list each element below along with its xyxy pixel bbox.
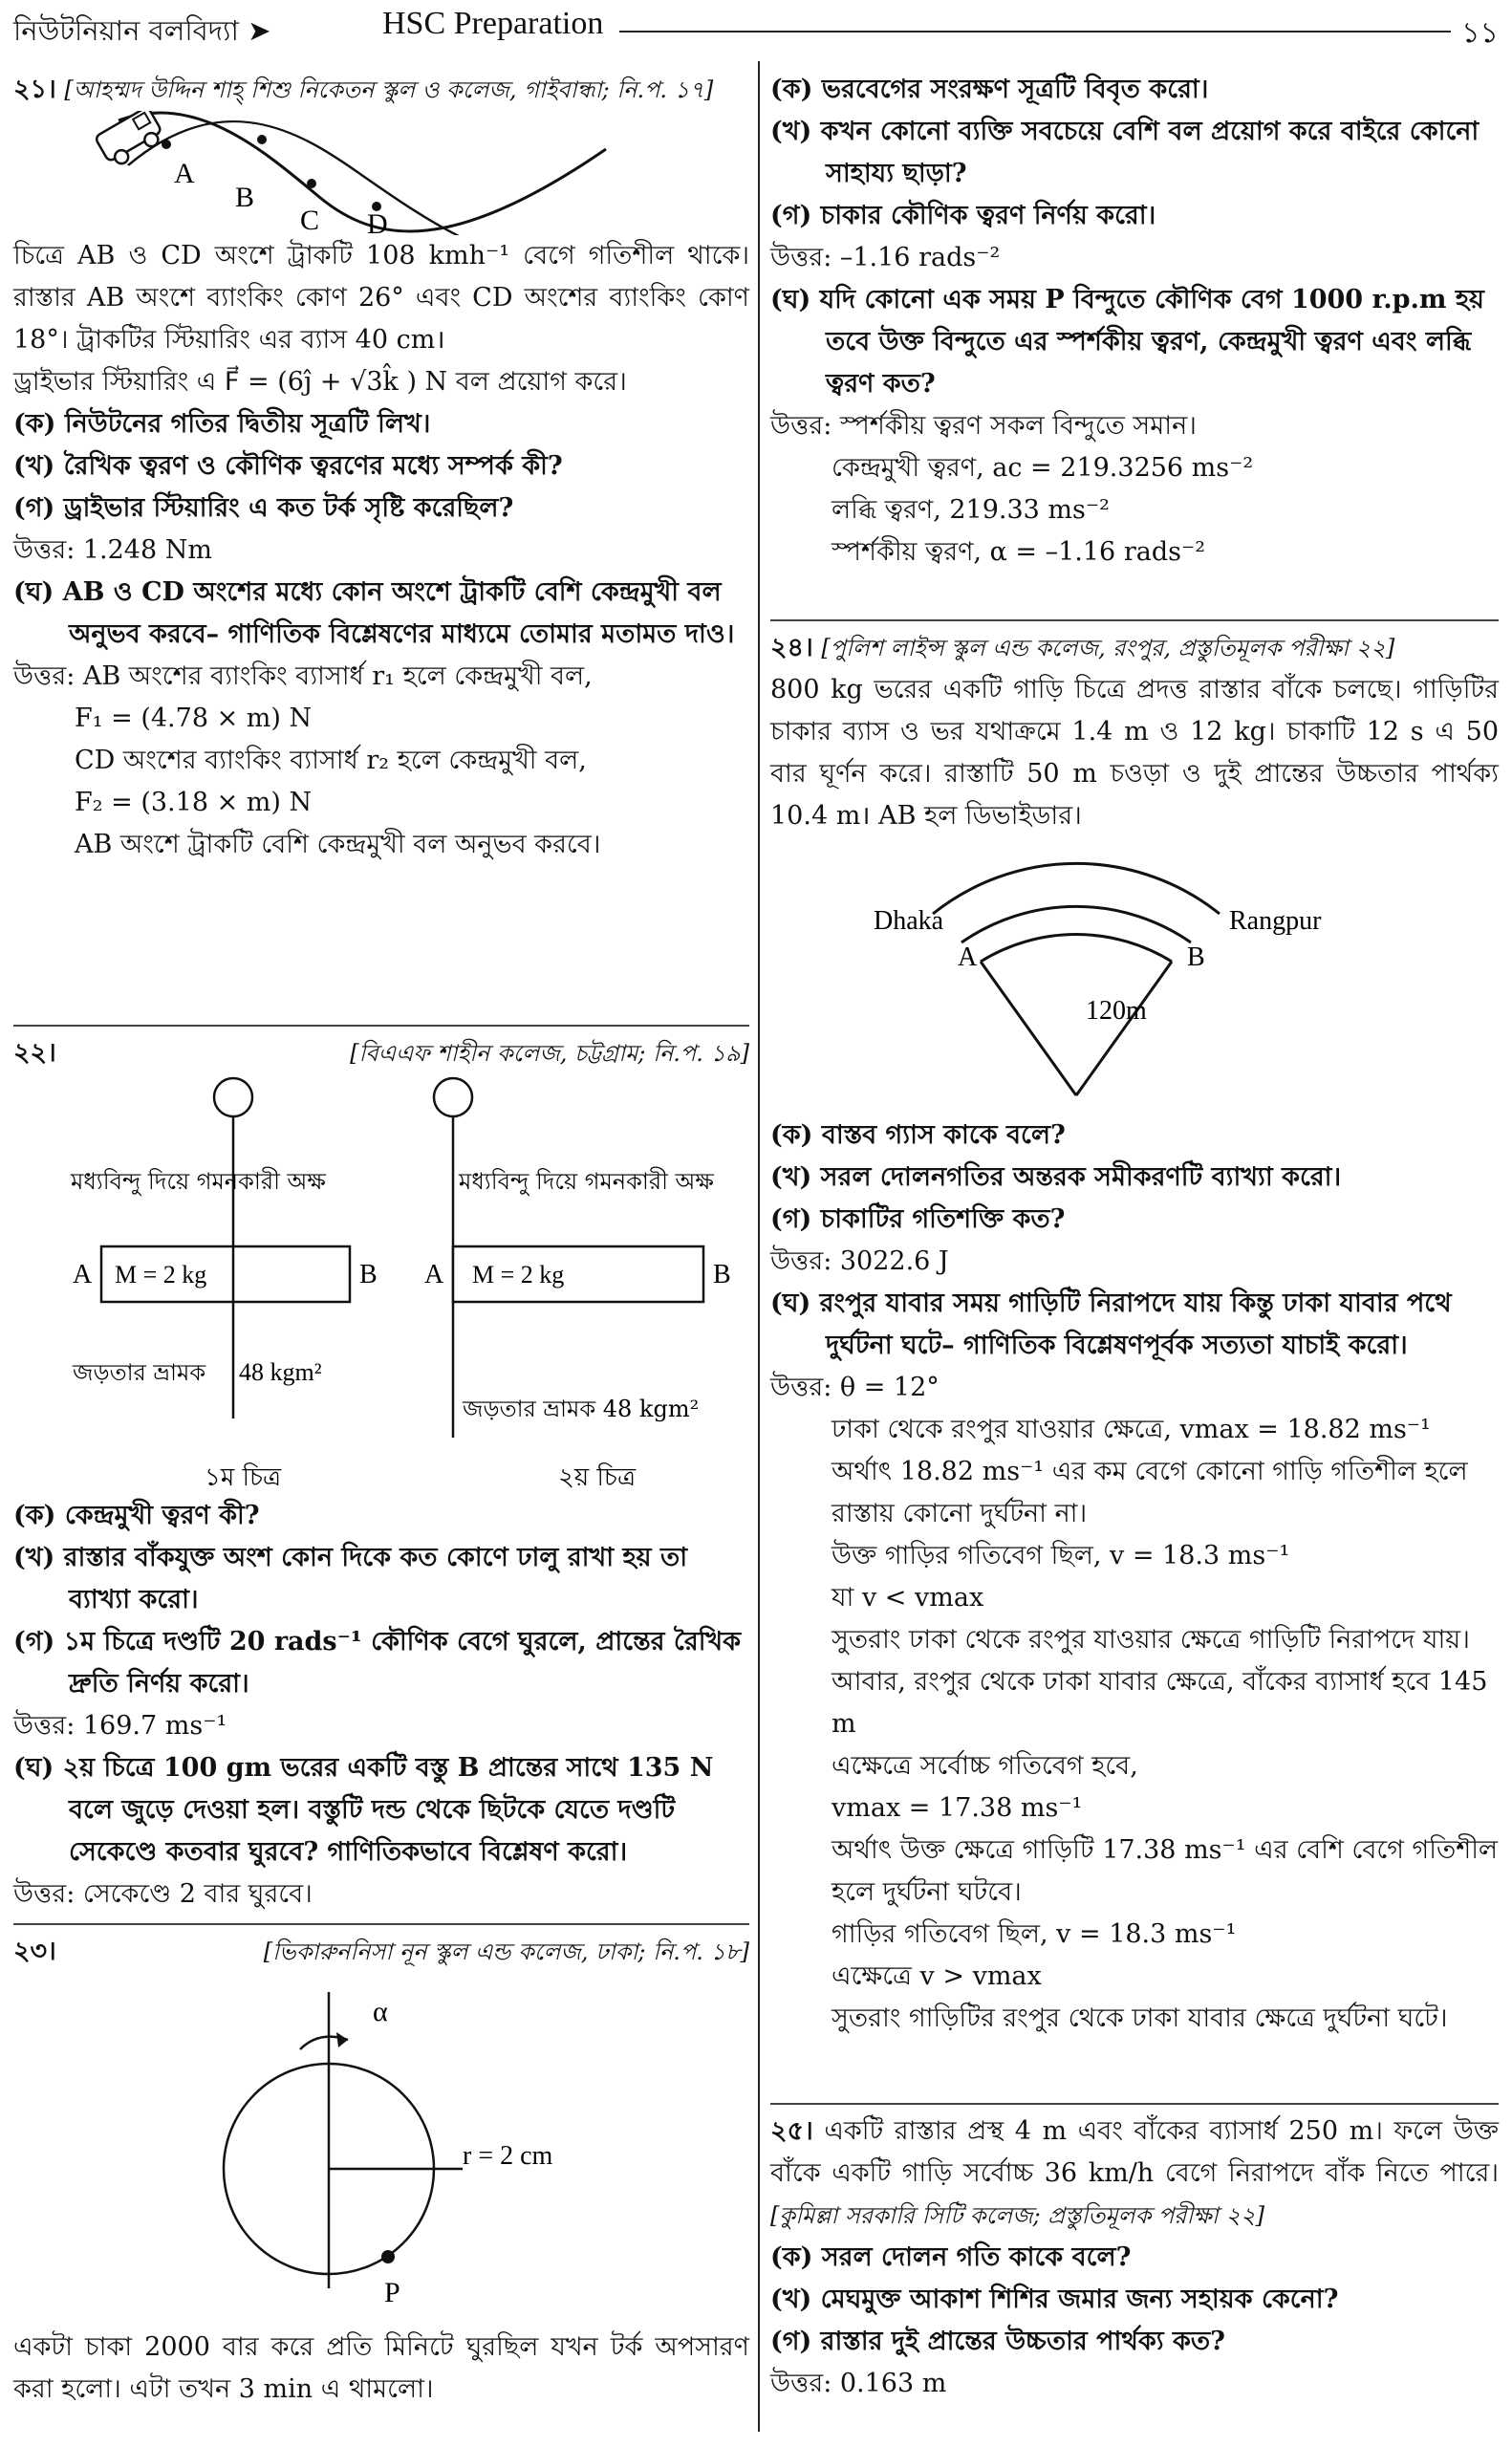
q23-radius: r = 2 cm [463,2141,553,2171]
q22-caption-2: ২য় চিত্র [558,1463,637,1492]
q23-source: [ভিকারুননিসা নূন স্কুল এন্ড কলেজ, ঢাকা; নি.প. ১৮] [263,1938,749,1965]
page-number: ১১ [1461,16,1499,50]
q21-label-c: C [300,205,320,235]
q25-stem: একটি রাস্তার প্রস্থ 4 m এবং বাঁকের ব্যাসার্ধ 250 m। ফলে উক্ত বাঁকে একটি গাড়ি সর্বোচ্চ 36 km/h বেগে নিরাপদে বাঁক নিতে পারে। [770,2116,1499,2188]
q25-number: ২৫। [770,2116,813,2146]
q21-g: (গ) ড্রাইভার স্টিয়ারিং এ কত টর্ক সৃষ্টি করেছিল? [13,493,514,523]
q24-source: [পুলিশ লাইন্স স্কুল এন্ড কলেজ, রংপুর, প্রস্তুতিমূলক পরীক্ষা ২২] [821,635,1395,661]
q22-gh: (ঘ) ২য় চিত্রে 100 gm ভরের একটি বস্তু B প্রান্তের সাথে 135 N বলে জুড়ে দেওয়া হল। বস্তুটি দন্ড থেকে ছিটকে যেতে দণ্ডটি সেকেণ্ডে কতবার ঘুরবে? গাণিতিকভাবে বিশ্লেষণ করো। [13,1753,714,1867]
q21-source: [আহম্মদ উদ্দিন শাহ্ শিশু নিকেতন স্কুল ও কলেজ, গাইবান্ধা; নি.প. ১৭] [64,76,714,103]
q23-block [13,1931,749,2411]
q23-gh-answer-0: উত্তর: স্পর্শকীয় ত্বরণ সকল বিন্দুতে সমান। [770,411,1197,441]
q21-gh-answer-3: F₂ = (3.18 × m) N [75,788,313,817]
right-column [770,69,1499,574]
q24-gh-answer-5: সুতরাং ঢাকা থেকে রংপুর যাওয়ার ক্ষেত্রে গাড়িটি নিরাপদে যায়। [832,1625,1470,1655]
q22-header [13,1032,749,1074]
q22-axis-label-1: মধ্যবিন্দু দিয়ে গমনকারী অক্ষ [71,1168,326,1195]
q21-header [13,69,749,111]
q23-k: (ক) ভরবেগের সংরক্ষণ সূত্রটি বিবৃত করো। [770,75,1209,104]
q22-g: (গ) ১ম চিত্রে দণ্ডটি 20 rads⁻¹ কৌণিক বেগে ঘুরলে, প্রান্তের রৈখিক দ্রুতি নির্ণয় করো। [13,1627,742,1699]
q23-alpha: α [373,1996,388,2027]
left-column [13,69,749,866]
q21-label-d: D [367,208,388,235]
q24-gh: (ঘ) রংপুর যাবার সময় গাড়িটি নিরাপদে যায় কিন্তু ঢাকা যাবার পথে দুর্ঘটনা ঘটে– গাণিতিক বিশ্লেষণপূর্বক সত্যতা যাচাই করো। [770,1288,1452,1360]
q22-mass-1: M = 2 kg [115,1261,207,1288]
q24-gh-answer-4: যা v < vmax [832,1583,984,1613]
q23-g: (গ) চাকার কৌণিক ত্বরণ নির্ণয় করো। [770,201,1156,230]
q22-k: (ক) কেন্দ্রমুখী ত্বরণ কী? [13,1501,260,1530]
q25-stem-line [770,2111,1499,2237]
q22-end-b-2: B [713,1260,731,1289]
q22-end-b-1: B [359,1260,378,1289]
q23-number: ২৩। [13,1937,56,1966]
q22-gh-answer: উত্তর: সেকেণ্ডে 2 বার ঘুরবে। [13,1879,313,1909]
q24-gh-answer-11: এক্ষেত্রে v > vmax [832,1961,1042,1991]
q21-kh: (খ) রৈখিক ত্বরণ ও কৌণিক ত্বরণের মধ্যে সম্পর্ক কী? [13,451,563,481]
q21-g-answer: উত্তর: 1.248 Nm [13,535,212,565]
q24-k: (ক) বাস্তব গ্যাস কাকে বলে? [770,1120,1066,1150]
q23-g-answer: উত্তর: –1.16 rads⁻² [770,243,1001,272]
q24-header [770,627,1499,669]
q24-b: B [1187,942,1205,972]
q24-gh-answer-6: আবার, রংপুর থেকে ঢাকা যাবার ক্ষেত্রে, বাঁকের ব্যাসার্ধ হবে 145 m [832,1667,1488,1739]
q23-gh-answer-3: স্পর্শকীয় ত্বরণ, α = –1.16 rads⁻² [832,537,1206,567]
q23-point: P [384,2277,400,2308]
truck-icon [95,111,166,169]
q21-gh-answer-2: CD অংশের ব্যাংকিং ব্যাসার্ধ r₂ হলে কেন্দ্রমুখী বল, [75,746,587,775]
q22-inertia-value-1: 48 kgm² [239,1358,322,1386]
q23-gh-answer-2: লব্ধি ত্বরণ, 219.33 ms⁻² [832,495,1110,525]
q21-gh-answer-0: উত্তর: AB অংশের ব্যাংকিং ব্যাসার্ধ r₁ হলে কেন্দ্রমুখী বল, [13,661,593,691]
q24-stem: 800 kg ভরের একটি গাড়ি চিত্রে প্রদত্ত রাস্তার বাঁকে চলছে। গাড়িটির চাকার ব্যাস ও ভর যথাক্রমে 1.4 m ও 12 kg। চাকাটি 12 s এ 50 বার ঘূর্ণন করে। রাস্তাটি 50 m চওড়া ও দুই প্রান্তের উচ্চতার পার্থক্য 10.4 m। AB হল ডিভাইডার। [770,675,1499,831]
q24-gh-answer-7: এক্ষেত্রে সর্বোচ্চ গতিবেগ হবে, [832,1751,1138,1781]
q22-caption-1: ১ম চিত্র [205,1463,282,1492]
q23-header [13,1931,749,1973]
q22-number: ২২। [13,1038,56,1068]
separator [13,1025,749,1027]
page-header [0,0,1512,59]
q24-radius: 120m [1086,996,1147,1026]
q21-gh-answer-1: F₁ = (4.78 × m) N [75,704,313,733]
q24-gh-answer-2: অর্থাৎ 18.82 ms⁻¹ এর কম বেগে কোনো গাড়ি গতিশীল হলে রাস্তায় কোনো দুর্ঘটনা না। [832,1457,1468,1528]
q24-kh: (খ) সরল দোলনগতির অন্তরক সমীকরণটি ব্যাখ্যা করো। [770,1162,1342,1192]
q21-k: (ক) নিউটনের গতির দ্বিতীয় সূত্রটি লিখ। [13,409,431,439]
q21-stem1: চিত্রে AB ও CD অংশে ট্রাকটি 108 kmh⁻¹ বেগে গতিশীল থাকে। রাস্তার AB অংশে ব্যাংকিং কোণ 26° এবং CD অংশের ব্যাংকিং কোণ 18°। ট্রাকটির স্টিয়ারিং এর ব্যাস 40 cm। [13,241,749,355]
column-divider [758,61,760,2432]
q25-block [770,2111,1499,2405]
q24-gh-answer-9: অর্থাৎ উক্ত ক্ষেত্রে গাড়িটি 17.38 ms⁻¹ এর বেশি বেগে গতিশীল হলে দুর্ঘটনা ঘটবে। [832,1835,1499,1907]
q21-label-a: A [174,158,195,189]
chapter-title: নিউটনিয়ান বলবিদ্যা ➤ [13,14,271,47]
q24-a: A [958,942,978,972]
q24-gh-answer-0: উত্তর: θ = 12° [770,1373,940,1402]
q21-number: ২১। [13,75,56,104]
q22-inertia-label-1: জড়তার ভ্রামক [73,1359,206,1386]
q21-road-figure [13,111,749,235]
q22-inertia-2: জড়তার ভ্রামক 48 kgm² [463,1396,700,1422]
q24-gh-answer-1: ঢাকা থেকে রংপুর যাওয়ার ক্ষেত্রে, vmax = 18.82 ms⁻¹ [832,1415,1431,1444]
q24-gh-answer-3: উক্ত গাড়ির গতিবেগ ছিল, v = 18.3 ms⁻¹ [832,1541,1290,1570]
q24-dhaka: Dhaka [874,906,944,936]
q23-wheel-figure [13,1973,749,2327]
q24-gh-answer-10: গাড়ির গতিবেগ ছিল, v = 18.3 ms⁻¹ [832,1919,1237,1949]
q24-rangpur: Rangpur [1229,906,1322,936]
q25-g: (গ) রাস্তার দুই প্রান্তের উচ্চতার পার্থক্য কত? [770,2327,1225,2356]
q22-rod-figure [13,1074,749,1495]
q25-kh: (খ) মেঘমুক্ত আকাশ শিশির জমার জন্য সহায়ক কেনো? [770,2285,1339,2314]
q21-stem2: ড্রাইভার স্টিয়ারিং এ F⃗ = (6ĵ + √3k̂ ) N বল প্রয়োগ করে। [13,367,627,397]
q23-gh: (ঘ) যদি কোনো এক সময় P বিন্দুতে কৌণিক বেগ 1000 r.p.m হয় তবে উক্ত বিন্দুতে এর স্পর্শকীয় ত্বরণ, কেন্দ্রমুখী ত্বরণ এবং লব্ধি ত্বরণ কত? [770,285,1484,399]
q24-block [770,627,1499,2040]
q22-axis-label-2: মধ্যবিন্দু দিয়ে গমনকারী অক্ষ [459,1168,714,1195]
q24-road-figure [770,837,1499,1115]
q25-source: [কুমিল্লা সরকারি সিটি কলেজ; প্রস্তুতিমূলক পরীক্ষা ২২] [770,2202,1264,2229]
q21-label-b: B [235,182,255,213]
q24-number: ২৪। [770,633,813,662]
separator [770,619,1499,621]
q22-kh: (খ) রাস্তার বাঁকযুক্ত অংশ কোন দিকে কত কোণে ঢালু রাখা হয় তা ব্যাখ্যা করো। [13,1543,688,1614]
q25-k: (ক) সরল দোলন গতি কাকে বলে? [770,2242,1132,2272]
book-title: HSC Preparation [382,6,604,41]
q23-stem: একটা চাকা 2000 বার করে প্রতি মিনিটে ঘুরছিল যখন টর্ক অপসারণ করা হলো। এটা তখন 3 min এ থামলো। [13,2332,749,2404]
q25-g-answer: উত্তর: 0.163 m [770,2369,947,2398]
q23-gh-answer-1: কেন্দ্রমুখী ত্বরণ, ac = 219.3256 ms⁻² [832,453,1254,483]
q22-end-a-2: A [424,1260,444,1289]
q21-gh-answer-4: AB অংশে ট্রাকটি বেশি কেন্দ্রমুখী বল অনুভব করবে। [75,830,601,859]
header-rule [619,31,1451,32]
q24-g-answer: উত্তর: 3022.6 J [770,1246,949,1276]
q24-g: (গ) চাকাটির গতিশক্তি কত? [770,1204,1066,1234]
q22-mass-2: M = 2 kg [472,1261,565,1288]
q24-gh-answer-8: vmax = 17.38 ms⁻¹ [832,1793,1083,1823]
q24-gh-answer-12: সুতরাং গাড়িটির রংপুর থেকে ঢাকা যাবার ক্ষেত্রে দুর্ঘটনা ঘটে। [832,2003,1448,2033]
q22-g-answer: উত্তর: 169.7 ms⁻¹ [13,1711,227,1741]
q22-end-a-1: A [73,1260,93,1289]
q23-kh: (খ) কখন কোনো ব্যক্তি সবচেয়ে বেশি বল প্রয়োগ করে বাইরে কোনো সাহায্য ছাড়া? [770,117,1480,188]
q21-gh: (ঘ) AB ও CD অংশের মধ্যে কোন অংশে ট্রাকটি বেশি কেন্দ্রমুখী বল অনুভব করবে– গাণিতিক বিশ্লেষণের মাধ্যমে তোমার মতামত দাও। [13,577,735,649]
q22-source: [বিএএফ শাহীন কলেজ, চট্টগ্রাম; নি.প. ১৯] [350,1040,749,1067]
separator [13,1923,749,1925]
separator [770,2103,1499,2105]
q22-block [13,1032,749,1916]
